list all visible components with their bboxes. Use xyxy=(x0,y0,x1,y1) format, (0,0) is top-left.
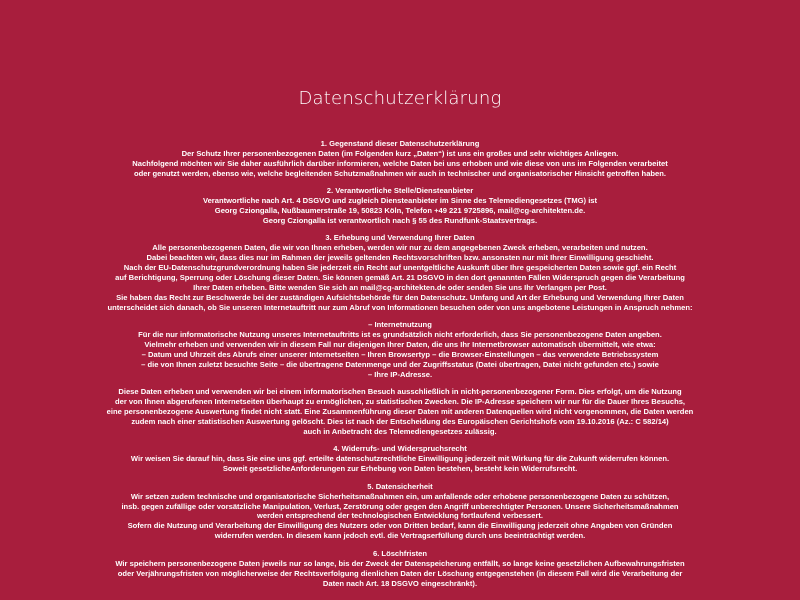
paragraph-gap xyxy=(40,313,760,321)
section-heading: 5. Datensicherheit xyxy=(367,481,433,491)
section-text-line: widerrufen werden. In diesem kann jedoch evtl. die Vertragserfüllung durch uns beeinträchtigt werden. xyxy=(214,531,586,541)
section-text-line: Wir weisen Sie darauf hin, dass Sie eine uns ggf. erteilte datenschutzrechtliche Einwilligung jederzeit mit Wirkung für die Zukunft widerrufen können. xyxy=(130,454,670,464)
section-text-line: Nach der EU-Datenschutzgrundverordnung haben Sie jederzeit ein Recht auf unentgeltliche Auskunft über Ihre gespeicherten Daten sowie ggf. ein Recht xyxy=(123,263,677,273)
section-text-line: Nachfolgend möchten wir Sie daher ausführlich darüber informieren, welche Daten bei uns erhoben und wie diese von uns im Folgenden verarbeitet xyxy=(132,158,668,168)
section-text-line: Der Schutz Ihrer personenbezogenen Daten (im Folgenden kurz „Daten“) ist uns ein großes und sehr wichtiges Anliegen. xyxy=(181,148,619,158)
section-text-line: insb. gegen zufällige oder vorsätzliche Manipulation, Verlust, Zerstörung oder gegen den Angriff unberechtigter Personen. Unsere Sicherheitsmaßnahmen xyxy=(121,501,679,511)
section-text-line: – Datum und Uhrzeit des Abrufs einer unserer Internetseiten – Ihren Browsertyp – die Browser-Einstellungen – das verwendete Betriebssystem xyxy=(141,350,659,359)
section-text-line: Sofern die Nutzung und Verarbeitung der Einwilligung des Nutzers oder von Dritten bedarf, kann die Einwilligung jederzeit ohne Angaben von Gründen xyxy=(127,521,673,531)
section-text-line: Verantwortliche nach Art. 4 DSGVO und zugleich Diensteanbieter im Sinne des Telemediengesetzes (TMG) ist xyxy=(202,196,598,206)
privacy-sections xyxy=(40,139,760,588)
section-heading: 3. Erhebung und Verwendung Ihrer Daten xyxy=(325,233,475,243)
paragraph-gap xyxy=(40,380,760,388)
privacy-section xyxy=(40,233,760,436)
section-text-line: Georg Cziongalla, Nußbaumerstraße 19, 50823 Köln, Telefon +49 221 9725896, mail@cg-architekten.de. xyxy=(214,206,586,216)
section-text-line: Diese Daten erheben und verwenden wir bei einem informatorischen Besuch ausschließlich in nicht-personenbezogener Form. Dies erfolgt, um die Nutzung xyxy=(118,387,682,397)
section-text-line: werden entsprechend der technologischen Entwicklung fortlaufend verbessert. xyxy=(256,511,544,521)
section-text-line: Ihrer Daten erheben. Bitte wenden Sie sich an mail@cg-architekten.de oder senden Sie uns Ihr Verlangen per Post. xyxy=(193,282,607,292)
section-text-line: Alle personenbezogenen Daten, die wir von Ihnen erheben, werden wir nur zu dem angegebenen Zweck erheben, verarbeiten und nutzen. xyxy=(152,243,648,253)
page-title: Datenschutzerklärung xyxy=(298,88,502,109)
section-text-line: Soweit gesetzlicheAnforderungen zur Erhebung von Daten bestehen, besteht kein Widerrufsrecht. xyxy=(222,464,578,474)
section-heading: 6. Löschfristen xyxy=(372,548,427,558)
section-text-line: zudem nach einer statistischen Auswertung gelöscht. Dies ist nach der Entscheidung des Europäischen Gerichtshofs vom 19.10.2016 (Az.: C 582/14) xyxy=(131,417,669,427)
section-text-line: – Internetnutzung xyxy=(368,320,432,330)
section-text-line: Dabei beachten wir, dass dies nur im Rahmen der jeweils geltenden Rechtsvorschriften bzw. ansonsten nur mit Ihrer Einwilligung geschieht. xyxy=(146,253,654,263)
section-text-line: Für die nur informatorische Nutzung unseres Internetauftritts ist es grundsätzlich nicht erforderlich, dass Sie personenbezogene Daten angeben. xyxy=(138,330,662,340)
privacy-section xyxy=(40,186,760,226)
privacy-section xyxy=(40,444,760,474)
section-text-line: eine personenbezogene Auswertung findet nicht statt. Eine Zusammenführung dieser Daten mit anderen Datenquellen wird nicht vorgenommen, die Daten werden xyxy=(106,407,694,417)
section-text-line: Wir setzen zudem technische und organisatorische Sicherheitsmaßnahmen ein, um anfallende oder erhobene personenbezogene Daten zu schützen, xyxy=(130,491,670,501)
section-heading: 1. Gegenstand dieser Datenschutzerklärung xyxy=(320,139,480,148)
section-text-line: – die von Ihnen zuletzt besuchte Seite – die übertragene Datenmenge und der Zugriffsstatus (Datei übertragen, Datei nicht gefunden etc.) sowie xyxy=(141,359,659,369)
section-text-line: Sie haben das Recht zur Beschwerde bei der zuständigen Aufsichtsbehörde für den Datenschutz. Umfang und Art der Erhebung und Verwendung Ihrer Daten xyxy=(116,292,684,302)
section-text-line: auch in Anbetracht des Telemediengesetzes zulässig. xyxy=(303,426,497,436)
section-text-line: der von Ihnen abgerufenen Internetseiten überhaupt zu ermöglichen, zu statistischen Zwecken. Die IP-Adresse speichern wir nur für die Dauer Ihres Besuchs, xyxy=(114,397,686,407)
section-text-line: – Ihre IP-Adresse. xyxy=(367,369,433,379)
section-text-line: auf Berichtigung, Sperrung oder Löschung dieser Daten. Sie können gemäß Art. 21 DSGVO in den dort genannten Fällen Widerspruch gegen die Verarbeitung xyxy=(115,273,685,283)
section-heading: 4. Widerrufs- und Widerspruchsrecht xyxy=(333,444,467,454)
section-text-line: unterscheidet sich danach, ob Sie unseren Internetauftritt nur zum Abruf von Informationen besuchen oder von uns angebotene Leistungen in Anspruch nehmen: xyxy=(107,302,693,312)
section-text-line: Georg Cziongalla ist verantwortlich nach § 55 des Rundfunk-Staatsvertrags. xyxy=(262,215,538,225)
privacy-section xyxy=(40,482,760,541)
section-text-line: oder genutzt werden, ebenso wie, welche begleitenden Schutzmaßnahmen wir auch in technischer und organisatorischer Hinsicht getroffen haben. xyxy=(133,168,667,178)
privacy-section xyxy=(40,139,760,179)
section-heading: 2. Verantwortliche Stelle/Diensteanbieter xyxy=(326,186,474,196)
section-text-line: Vielmehr erheben und verwenden wir in diesem Fall nur diejenigen Ihrer Daten, die uns Ihr Internetbrowser automatisch übermittelt, wie etwa: xyxy=(144,340,656,350)
section-text-line: Wir speichern personenbezogene Daten jeweils nur so lange, bis der Zweck der Datenspeicherung entfällt, so lange keine gesetzlichen Aufbewahrungsfristen xyxy=(115,558,685,568)
section-text-line: oder Verjährungsfristen von möglicherweise der Rechtsverfolgung dienlichen Daten der Löschung entgegenstehen (in diesem Fall wird die Verarbeitung der xyxy=(117,568,683,578)
privacy-section xyxy=(40,549,760,589)
section-text-line: Daten nach Art. 18 DSGVO eingeschränkt). xyxy=(322,578,478,588)
